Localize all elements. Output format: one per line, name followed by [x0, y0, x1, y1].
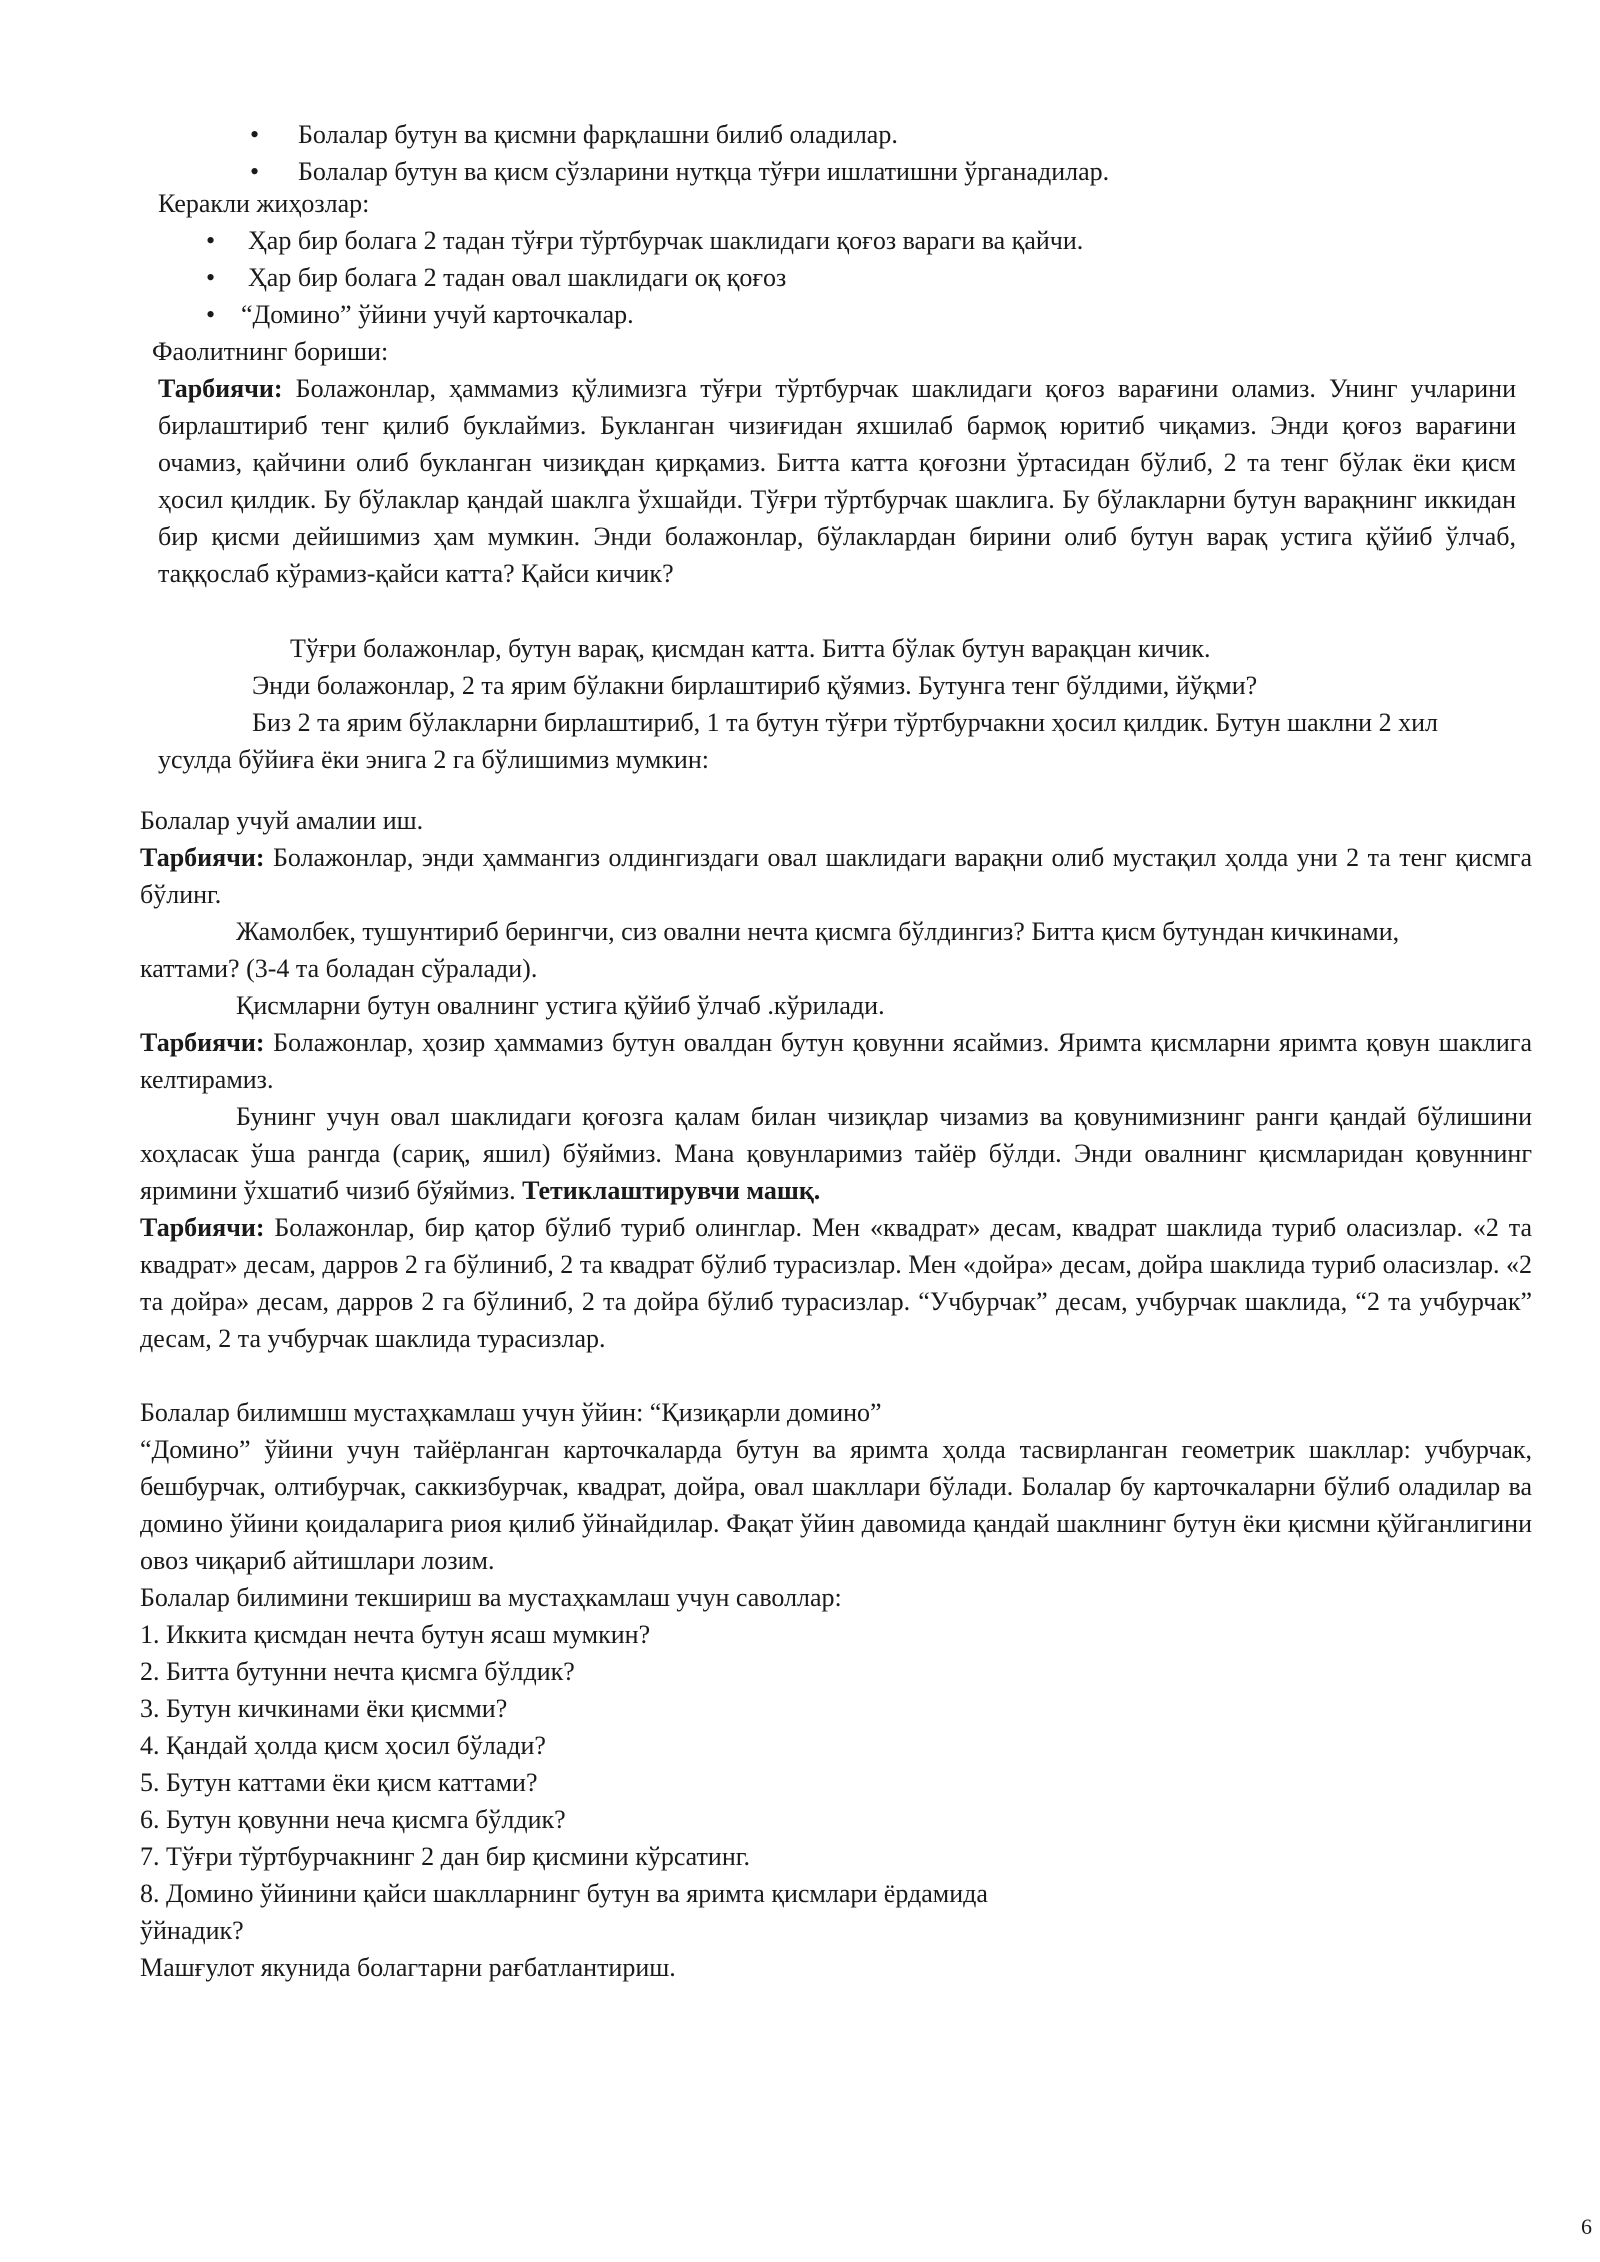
equipment-item: • “Домино” ўйини учуй карточкалар. [206, 296, 1356, 333]
teacher-label: Тарбиячи: [158, 374, 283, 403]
teacher-paragraph-5: Тарбиячи: Болажонлар, энди ҳаммангиз олдингиздаги овал шаклидаги варақни олиб мустақил ҳолда уни 2 та тенг қисмга бўлинг. [140, 843, 1532, 909]
paragraph-3: Энди болажонлар, 2 та ярим бўлакни бирлаштириб қўямиз. Бутунга тенг бўлдими, йўқми? [252, 671, 1258, 700]
equipment-item: • Ҳар бир болага 2 тадан тўғри тўртбурчак шаклидаги қоғоз вараги ва қайчи. [206, 222, 1356, 259]
practical-heading: Болалар учуй амалии иш. [140, 806, 424, 835]
bullet-icon: • [206, 300, 216, 329]
paragraph-2: Тўғри болажонлар, бутун варақ, қисмдан катта. Битта бўлак бутун варақцан кичик. [290, 634, 1211, 663]
teacher-label: Тарбиячи: [140, 1028, 265, 1057]
question-item: ўйнадик? [140, 1916, 244, 1945]
question-item: 2. Битта бутунни нечта қисмга бўлдик? [140, 1657, 575, 1686]
equipment-heading: Керакли жиҳозлар: [158, 189, 370, 218]
teacher-label: Тарбиячи: [140, 843, 265, 872]
equipment-list [206, 222, 1356, 333]
question-item: 5. Бутун каттами ёки қисм каттами? [140, 1768, 538, 1797]
teacher-paragraph-10: Тарбиячи: Болажонлар, бир қатор бўлиб туриб олинглар. Мен «квадрат» десам, квадрат шаклида туриб оласизлар. «2 та квадрат» десам, дарров 2 га бўлиниб, 2 та квадрат бўлиб турасизлар. Мен «дойра» десам, дойра шаклида туриб оласизлар. «2 та дойра» десам, дарров 2 га бўлиниб, 2 та дойра бўлиб турасизлар. “Учбурчак” десам, учбурчак шаклида, “2 та учбурчак” десам, 2 та учбурчак шаклида турасизлар. [140, 1213, 1532, 1353]
question-item: 6. Бутун қовунни неча қисмга бўлдик? [140, 1805, 566, 1834]
question-item: 4. Қандай ҳолда қисм ҳосил бўлади? [140, 1731, 546, 1760]
bullet-icon: • [250, 157, 260, 186]
exercise-title: Тетиклаштирувчи машқ. [522, 1176, 821, 1205]
bullet-icon: • [250, 120, 260, 149]
game-paragraph: “Домино” ўйини учун тайёрланган карточкаларда бутун ва яримта ҳолда тасвирланган геометрик шакллар: учбурчак, бешбурчак, олтибурчак, саккизбурчак, квадрат, дойра, овал шакллари бўлади. Болалар бу карточкаларни бўлиб оладилар ва домино ўйини қоидаларига риоя қилиб ўйнайдилар. Фақат ўйин давомида қандай шаклнинг бутун ёки қисмни қўйганлигини овоз чиқариб айтишлари лозим. [140, 1435, 1532, 1575]
goal-item: • Болалар бутун ва қисм сўзларини нутқца тўғри ишлатишни ўрганадилар. [250, 153, 1350, 190]
teacher-paragraph-8: Тарбиячи: Болажонлар, ҳозир ҳаммамиз бутун овалдан бутун қовунни ясаймиз. Яримта қисмларни яримта қовун шаклига келтирамиз. [140, 1028, 1532, 1094]
teacher-label: Тарбиячи: [140, 1213, 265, 1242]
page-number: 6 [1581, 2214, 1592, 2239]
closing-line: Машғулот якунида болагтарни рағбатлантириш. [140, 1953, 676, 1982]
paragraph-6: Жамолбек, тушунтириб берингчи, сиз овални нечта қисмга бўлдингиз? Битта қисм бутундан кичкинами, каттами? (3-4 та боладан сўралади). [140, 917, 1400, 983]
question-item: 3. Бутун кичкинами ёки қисмми? [140, 1694, 508, 1723]
question-item: 1. Иккита қисмдан нечта бутун ясаш мумкин? [140, 1620, 651, 1649]
bullet-icon: • [206, 226, 216, 255]
questions-heading: Болалар билимини текшириш ва мустаҳкамлаш учун саволлар: [140, 1583, 842, 1612]
question-item: 8. Домино ўйинини қайси шаклларнинг бутун ва яримта қисмлари ёрдамида [140, 1879, 988, 1908]
teacher-paragraph-1: Тарбиячи: Болажонлар, ҳаммамиз қўлимизга тўғри тўртбурчак шаклидаги қоғоз варағини оламиз. Унинг учларини бирлаштириб тенг қилиб буклаймиз. Букланган чизиғидан яхшилаб бармоқ юритиб чиқамиз. Энди қоғоз варағини очамиз, қайчини олиб букланган чизиқдан қирқамиз. Битта катта қоғозни ўртасидан бўлиб, 2 та тенг бўлак ёки қисм ҳосил қилдик. Бу бўлаклар қандай шаклга ўхшайди. Тўғри тўртбурчак шаклига. Бу бўлакларни бутун варақнинг иккидан бир қисми дейишимиз ҳам мумкин. Энди болажонлар, бўлаклардан бирини олиб бутун варақ устига қўйиб ўлчаб, таққослаб кўрамиз-қайси катта? Қайси кичик? [158, 374, 1516, 588]
paragraph-4: Биз 2 та ярим бўлакларни бирлаштириб, 1 та бутун тўғри тўртбурчакни ҳосил қилдик. Бутун шаклни 2 хил усулда бўйиға ёки энига 2 га бўлишимиз мумкин: [158, 708, 1438, 774]
paragraph-7: Қисмларни бутун овалнинг устига қўйиб ўлчаб .кўрилади. [236, 991, 885, 1020]
questions-list [140, 1616, 1440, 1949]
goals-list [250, 116, 1350, 190]
bullet-icon: • [206, 263, 216, 292]
paragraph-9: Бунинг учун овал шаклидаги қоғозга қалам билан чизиқлар чизамиз ва қовунимизнинг ранги қандай бўлишини хоҳласак ўша рангда (сариқ, яшил) бўяймиз. Мана қовунларимиз тайёр бўлди. Энди овалнинг қисмларидан қовуннинг яримини ўхшатиб чизиб бўяймиз. Тетиклаштирувчи машқ. [140, 1102, 1532, 1205]
equipment-item: • Ҳар бир болага 2 тадан овал шаклидаги оқ қоғоз [206, 259, 1356, 296]
question-item: 7. Тўғри тўртбурчакнинг 2 дан бир қисмини кўрсатинг. [140, 1842, 750, 1871]
goal-item: • Болалар бутун ва қисмни фарқлашни билиб оладилар. [250, 116, 1350, 153]
progress-heading: Фаолитнинг бориши: [152, 337, 389, 366]
game-title: Болалар билимшш мустаҳкамлаш учун ўйин: “Қизиқарли домино” [140, 1398, 882, 1427]
